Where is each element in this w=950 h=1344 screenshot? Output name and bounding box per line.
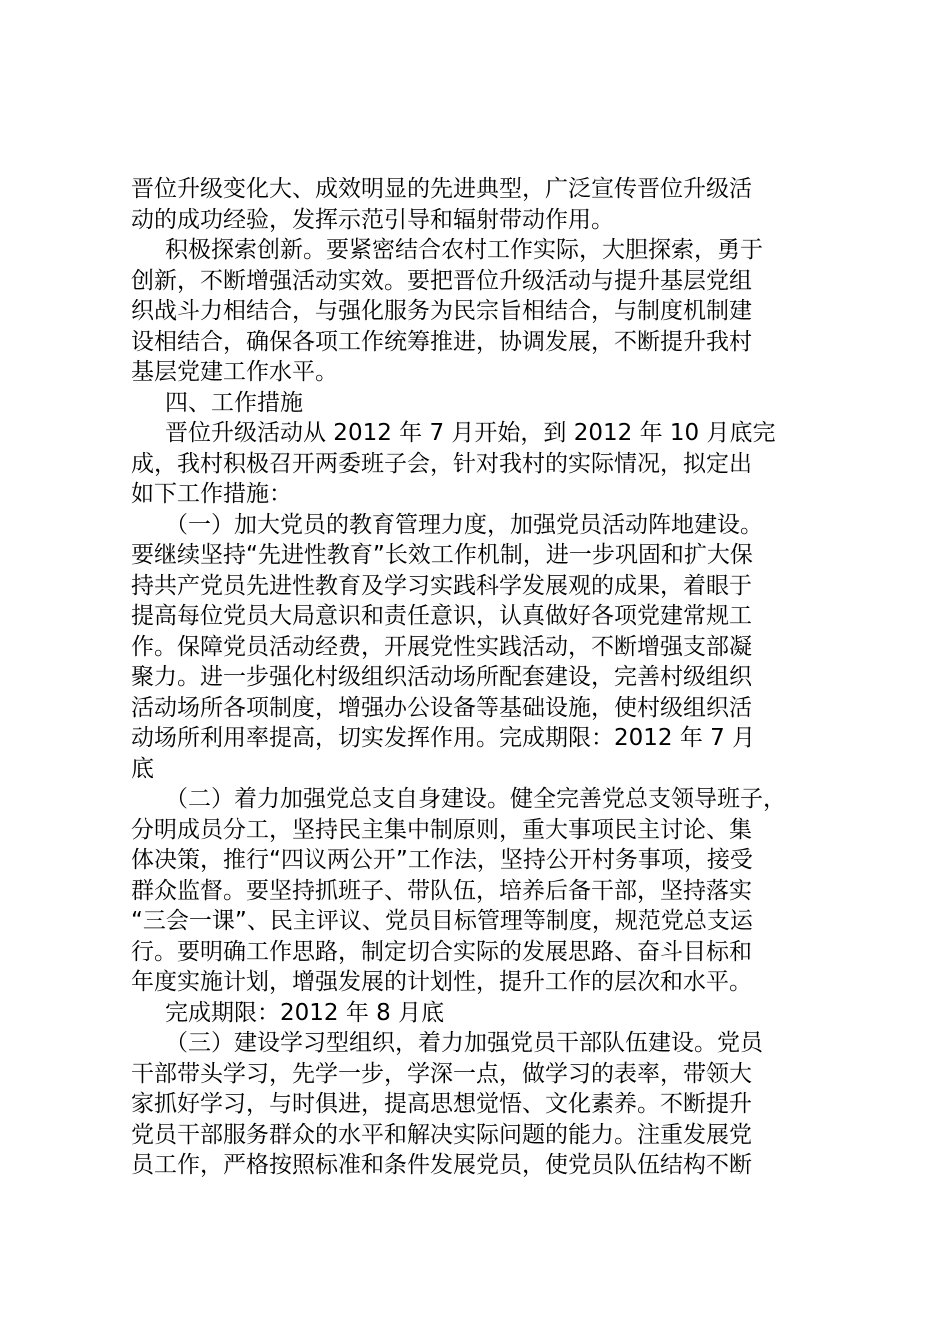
- text-line: 基层党建工作水平。: [131, 359, 338, 385]
- text-line: 年度实施计划，增强发展的计划性，提升工作的层次和水平。: [131, 969, 752, 995]
- text-line: 动的成功经验，发挥示范引导和辐射带动作用。: [131, 206, 614, 233]
- text-line: 党员干部服务群众的水平和解决实际问题的能力。注重发展党: [131, 1121, 752, 1148]
- text-line: 提高每位党员大局意识和责任意识，认真做好各项党建常规工: [131, 603, 752, 629]
- text-line: “三会一课”、民主评议、党员目标管理等制度，规范党总支运: [131, 908, 753, 934]
- text-line: 成，我村积极召开两委班子会，针对我村的实际情况，拟定出: [131, 450, 752, 477]
- text-line: 员工作，严格按照标准和条件发展党员，使党员队伍结构不断: [131, 1152, 752, 1178]
- document-body: [131, 174, 831, 1181]
- text-line: 体决策，推行“四议两公开”工作法，坚持公开村务事项，接受: [131, 847, 753, 873]
- text-line: 群众监督。要坚持抓班子、带队伍，培养后备干部，坚持落实: [131, 877, 752, 904]
- text-line: 聚力。进一步强化村级组织活动场所配套建设，完善村级组织: [131, 664, 752, 690]
- text-line: 晋位升级变化大、成效明显的先进典型，广泛宣传晋位升级活: [131, 176, 752, 202]
- text-line: 底: [131, 755, 154, 782]
- paragraph-first-line: 晋位升级活动从 2012 年 7 月开始，到 2012 年 10 月底完: [165, 420, 776, 446]
- text-line: 分明成员分工，坚持民主集中制原则，重大事项民主讨论、集: [131, 816, 752, 843]
- text-line: 织战斗力相结合，与强化服务为民宗旨相结合，与制度机制建: [131, 298, 752, 324]
- text-line: 要继续坚持“先进性教育”长效工作机制，进一步巩固和扩大保: [131, 542, 753, 568]
- section-heading: 四、工作措施: [165, 389, 303, 416]
- paragraph-first-line: 积极探索创新。要紧密结合农村工作实际，大胆探索，勇于: [165, 237, 763, 263]
- text-line: 动场所利用率提高，切实发挥作用。完成期限：2012 年 7 月: [131, 725, 756, 751]
- text-line: 行。要明确工作思路，制定切合实际的发展思路、奋斗目标和: [131, 938, 752, 965]
- subsection-heading: （三）建设学习型组织，着力加强党员干部队伍建设。党员: [165, 1030, 763, 1056]
- text-line: 干部带头学习，先学一步，学深一点，做学习的表率，带领大: [131, 1060, 752, 1087]
- subsection-heading: （一）加大党员的教育管理力度，加强党员活动阵地建设。: [165, 511, 763, 538]
- text-line: 如下工作措施：: [131, 481, 292, 507]
- text-line: 家抓好学习，与时俱进，提高思想觉悟、文化素养。不断提升: [131, 1091, 752, 1117]
- deadline-line: 完成期限：2012 年 8 月底: [165, 999, 445, 1026]
- text-line: 作。保障党员活动经费，开展党性实践活动，不断增强支部凝: [131, 633, 752, 660]
- subsection-heading: （二）着力加强党总支自身建设。健全完善党总支领导班子，: [165, 786, 786, 812]
- text-line: 创新，不断增强活动实效。要把晋位升级活动与提升基层党组: [131, 267, 752, 294]
- text-line: 设相结合，确保各项工作统筹推进，协调发展，不断提升我村: [131, 328, 752, 355]
- text-line: 活动场所各项制度，增强办公设备等基础设施，使村级组织活: [131, 694, 752, 721]
- text-line: 持共产党员先进性教育及学习实践科学发展观的成果，着眼于: [131, 572, 752, 599]
